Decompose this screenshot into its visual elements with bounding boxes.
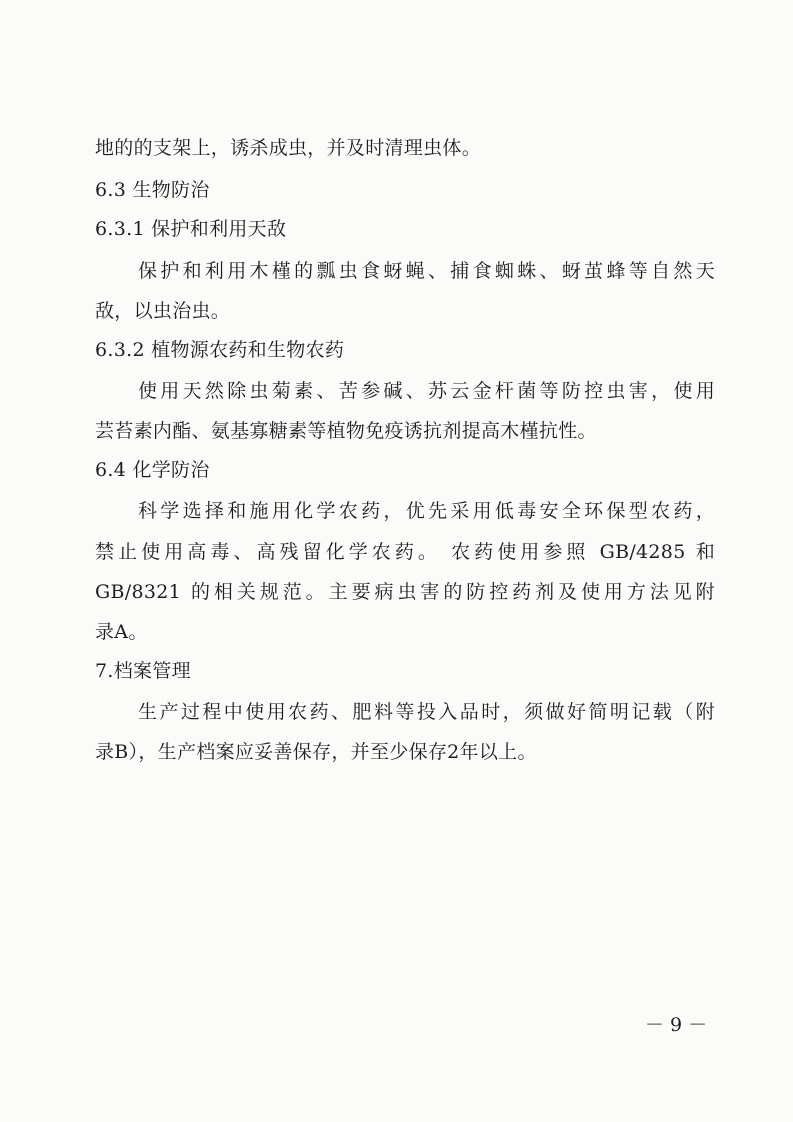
body-text-line: 地的的支架上，诱杀成虫，并及时清理虫体。 — [95, 137, 482, 159]
section-heading: 7.档案管理 — [95, 660, 191, 682]
body-text-line: 禁止使用高毒、高残留化学农药。 农药使用参照 GB/4285 和 — [95, 541, 715, 563]
body-text-line: 敌，以虫治虫。 — [95, 300, 231, 322]
subsection-heading: 6.3.2 植物源农药和生物农药 — [95, 339, 345, 361]
section-heading: 6.3 生物防治 — [95, 179, 210, 201]
body-text-line: 录B），生产档案应妥善保存，并至少保存2年以上。 — [95, 741, 537, 763]
page-number: － 9 － — [645, 1014, 708, 1036]
section-heading: 6.4 化学防治 — [95, 459, 210, 481]
body-text-line: GB/8321 的相关规范。主要病虫害的防控药剂及使用方法见附 — [95, 581, 715, 603]
body-text-line: 使用天然除虫菊素、苦参碱、苏云金杆菌等防控虫害，使用 — [138, 380, 715, 402]
body-text-line: 科学选择和施用化学农药，优先采用低毒安全环保型农药， — [138, 500, 715, 522]
body-text-line: 保护和利用木槿的瓢虫食蚜蝇、捕食蜘蛛、蚜茧蜂等自然天 — [138, 260, 715, 282]
subsection-heading: 6.3.1 保护和利用天敌 — [95, 218, 287, 240]
body-text-line: 录A。 — [95, 621, 148, 643]
body-text-line: 生产过程中使用农药、肥料等投入品时，须做好简明记载（附 — [138, 701, 715, 723]
body-text-line: 芸苔素内酯、氨基寡糖素等植物免疫诱抗剂提高木槿抗性。 — [95, 420, 597, 442]
